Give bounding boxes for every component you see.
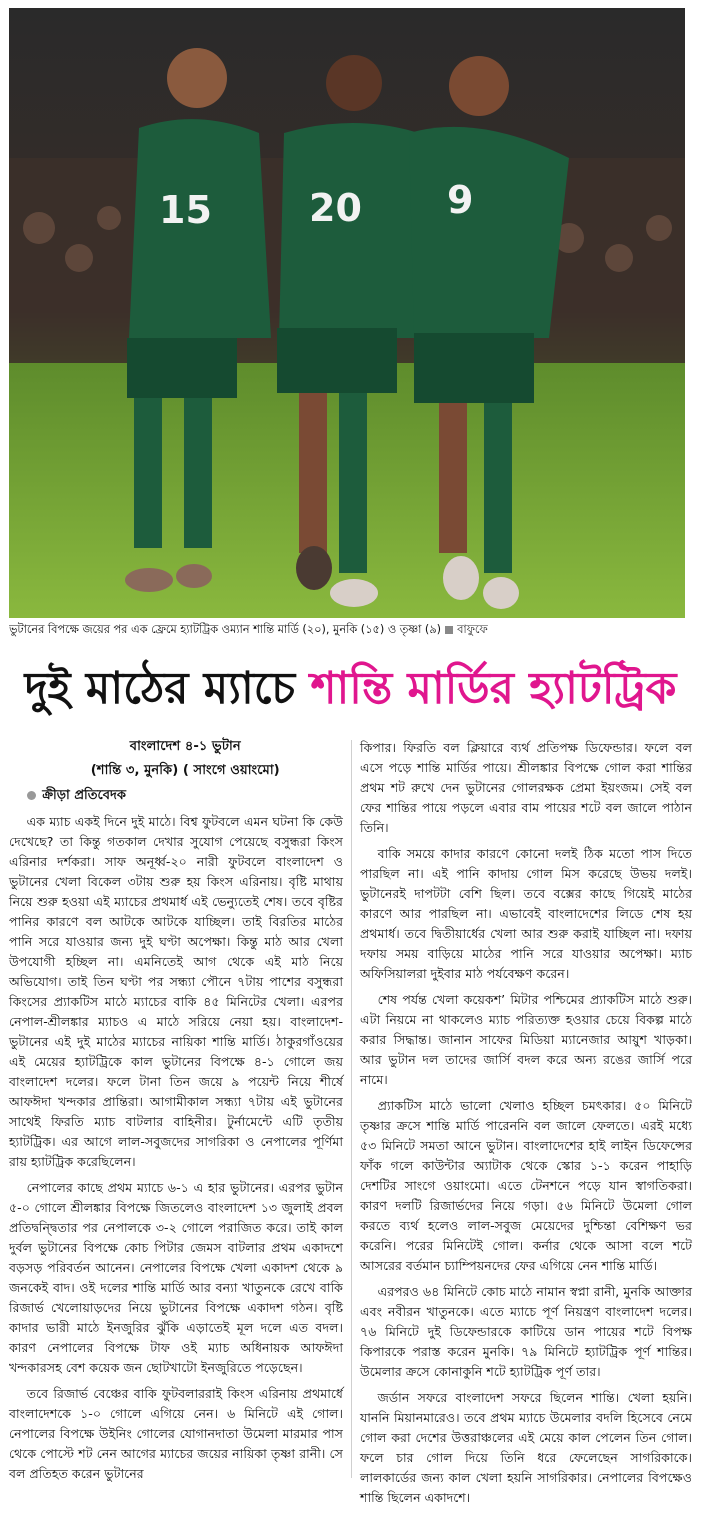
- column-divider: [351, 740, 352, 1478]
- paragraph: তবে রিজার্ভ বেঞ্চের বাকি ফুটবলাররাই কিংস এরিনায় প্রথমার্ধে বাংলাদেশকে ১-০ গোলে এগিয়ে নেন। ৬ মিনিটে এই গোল। নেপালের বিপক্ষে উইনিং গোলের যোগানদাতা উমেলা মারমার পাস থেকে পোস্টে শট নেন আগের ম্যাচের জয়ের নায়িকা তৃষ্ণা রানী। সে বল প্রতিহত করেন ভুটানের: [9, 1386, 343, 1481]
- paragraph: জর্ডান সফরে বাংলাদেশ সফরে ছিলেন শান্তি। খেলা হয়নি। যাননি মিয়ানমারেও। তবে প্রথম ম্যাচে উমেলার বদলি হিসেবে নেমে গোল করা দেশের উত্তরাঞ্চলের এই মেয়ে কাল পেলেন তিন গোল। ফলে চার গোল দিয়ে তিনি ধরে ফেলেছেন সাগরিকাকে। লালকার্ডের জন্য কাল খেলা হয়নি সাগরিকার। নেপালের বিপক্ষেও শান্তি ছিলেন একাদশে।: [360, 1390, 692, 1505]
- article-column-right: [360, 738, 692, 1514]
- svg-text:9: 9: [447, 178, 474, 222]
- square-icon: [445, 626, 453, 634]
- paragraph: এক ম্যাচ একই দিনে দুই মাঠে। বিশ্ব ফুটবলে এমন ঘটনা কি কেউ দেখেছে? তা কিন্তু গতকাল দেখার সুযোগ পেয়েছে বসুন্ধরা কিংস এরিনার দর্শকরা। সাফ অনূর্ধ্ব-২০ নারী ফুটবলে বাংলাদেশ ও ভুটানের খেলা বিকেল ৩টায় শুরু হয় কিংস এরিনায়। বৃষ্টি মাথায় নিয়ে শুরু হওয়া এই ম্যাচের প্রথমার্ধ এই ভেন্যুতেই শেষ। তবে বৃষ্টির পানির কারণে বল আটকে আটকে যাচ্ছিল। তাই বিরতির মাঠের পানি সরে যাওয়ার জন্য দুই ঘণ্টা অপেক্ষা। কিন্তু মাঠ আর খেলা উপযোগী হচ্ছিল না। এমনিতেই আগ থেকে এই মাঠ নিয়ে অভিযোগ। তাই তিন ঘণ্টা পর সন্ধ্যা পৌনে ৭টায় পাশের বসুন্ধরা কিংসের প্র্যাকটিস মাঠে ম্যাচের বাকি ৪৫ মিনিটের খেলা। এরপর নেপাল-শ্রীলঙ্কার ম্যাচও এ মাঠে সরিয়ে নেয়া হয়। বাংলাদেশ-ভুটানের এই দুই মাঠের ম্যাচের নায়িকা শান্তি মার্ডি। ঠাকুরগাঁওয়ের এই মেয়ের হ্যাটট্রিকে কাল ভুটানের বিপক্ষে ৪-১ গোলে জয় বাংলাদেশ দলের। ফলে টানা তিন জয়ে ৯ পয়েন্ট নিয়ে শীর্ষে আফঈদা খন্দকার প্রান্তিরা। আগামীকাল সন্ধ্যা ৭টায় এই ভুটানের সাথেই ফিরতি ম্যাচ বাটলার বাহিনীর। টুর্নামেন্টে এটি তৃতীয় হ্যাটট্রিক। এর আগে লাল-সবুজদের সাগরিকা ও নেপালের পূর্ণিমা রায় হ্যাটট্রিক করেছিলেন।: [9, 814, 343, 1169]
- photo-caption: [9, 622, 693, 638]
- svg-text:15: 15: [159, 188, 212, 232]
- photo-credit: বাফুফে: [457, 623, 488, 636]
- scorers-line: (শান্তি ৩, মুনকি) ( সাংগে ওয়াংমো): [90, 763, 280, 778]
- article-column-left: [9, 738, 343, 1490]
- paragraph: শেষ পর্যন্ত খেলা কয়েকশ’ মিটার পশ্চিমের প্র্যাকটিস মাঠে শুরু। এটা নিয়মে না থাকলেও ম্যাচ পরিত্যক্ত হওয়ার চেয়ে বিকল্প মাঠে করার সিদ্ধান্ত। জানান সাফের মিডিয়া ম্যানেজার আয়ুশ খাড়কা। আর ভুটান দল তাদের জার্সি বদল করে অন্য রঙের জার্সি পরে নামে।: [360, 992, 692, 1087]
- headline-part-1: দুই মাঠের ম্যাচে: [24, 663, 296, 714]
- score-line: বাংলাদেশ ৪-১ ভুটান: [129, 739, 241, 754]
- match-photo: [9, 8, 685, 618]
- byline-text: ক্রীড়া প্রতিবেদক: [42, 788, 126, 803]
- paragraph: প্র্যাকটিস মাঠে ভালো খেলাও হচ্ছিল চমৎকার। ৫০ মিনিটে তৃষ্ণার ক্রসে শান্তি মার্ডি পারেননি বল জালে ফেলতে। এরই মধ্যে ৫৩ মিনিটে সমতা আনে ভুটান। বাংলাদেশের হাই লাইন ডিফেন্সের ফাঁক গলে কাউন্টার অ্যাটাক থেকে স্কোর ১-১ করেন পাহাড়ি দেশটির সাংগে ওয়াংমো। এতে টেনশনে পড়ে যান স্বাগতিকরা। কারণ দলটি রিজার্ভদের নিয়ে গড়া। ৫৬ মিনিটে উমেলা গোল করতে ব্যর্থ হলেও লাল-সবুজ মেয়েদের দুশ্চিন্তা বেশিক্ষণ ভর করেনি। পরের মিনিটেই গোল। কর্নার থেকে আসা বলে শটে আসরের বর্তমান চ্যাম্পিয়নদের ফের এগিয়ে নেন শান্তি মার্ডি।: [360, 1098, 692, 1273]
- players-celebration-image: [9, 8, 685, 618]
- headline-part-2: শান্তি মার্ডির হ্যাটট্রিক: [310, 663, 677, 714]
- caption-text: ভুটানের বিপক্ষে জয়ের পর এক ফ্রেমে হ্যাটট্রিক ওম্যান শান্তি মার্ডি (২০), মুনকি (১৫) ও তৃষ্ণা (৯): [9, 623, 442, 636]
- bullet-icon: [27, 791, 36, 800]
- paragraph: বাকি সময়ে কাদার কারণে কোনো দলই ঠিক মতো পাস দিতে পারছিল না। এই পানি কাদায় গোল মিস করেছে উভয় দলই। ভুটানেরই দাপটটা বেশি ছিল। তবে বক্সের কাছে গিয়েই মাঠের কারণে আর পারছিল না। এভাবেই বাংলাদেশের লিডে শেষ হয় প্রথমার্ধ। তবে দ্বিতীয়ার্ধের খেলা আর শুরু করাই যাচ্ছিল না। দফায় দফায় সময় বাড়িয়ে মাঠের পানি সরে যাওয়ার অপেক্ষা। ম্যাচ অফিসিয়ালরা দুইবার মাঠ পর্যবেক্ষণ করেন।: [360, 846, 692, 981]
- byline: [9, 786, 343, 806]
- paragraph: কিপার। ফিরতি বল ক্লিয়ারে ব্যর্থ প্রতিপক্ষ ডিফেন্ডার। ফলে বল এসে পড়ে শান্তি মার্ডির পায়ে। শ্রীলঙ্কার বিপক্ষে গোল করা শান্তির প্রথম শট রুখে দেন ভুটানের গোলরক্ষক প্রেমা ইয়ংজম। সেই বল ফের শান্তির পায়ে পড়লে এবার বাম পায়ের শটে বল জালে পাঠান তিনি।: [360, 740, 692, 835]
- paragraph: নেপালের কাছে প্রথম ম্যাচে ৬-১ এ হার ভুটানের। এরপর ভুটান ৫-০ গোলে শ্রীলঙ্কার বিপক্ষে জিতলেও বাংলাদেশ ১৩ জুলাই প্রবল প্রতিদ্বন্দ্বিতার পর নেপালকে ৩-২ গোলে পরাজিত করে। তাই কাল দুর্বল ভুটানের বিপক্ষে কোচ পিটার জেমস বাটলার প্রথম একাদশে বড়সড় পরিবর্তন আনেন। নেপালের বিপক্ষে খেলা একাদশ থেকে ৯ জনকেই বাদ। ওই দলের শান্তি মার্ডি আর বন্যা খাতুনকে রেখে বাকি রিজার্ভ খেলোয়াড়দের নিয়ে ভুটানের বিপক্ষে একাদশ গঠন। বৃষ্টি কাদার ভারী মাঠে ইনজুরির ঝুঁকি এড়াতেই মূল দলে এত বদল। কারণ নেপালের বিপক্ষে টাফ ওই ম্যাচ অধিনায়ক আফঈদা খন্দকারসহ বেশ কয়েক জন ছোটখাটো ইনজুরিতে পড়েছেন।: [9, 1180, 343, 1375]
- headline: [0, 654, 701, 724]
- svg-text:20: 20: [309, 186, 362, 230]
- paragraph: এরপরও ৬৪ মিনিটে কোচ মাঠে নামান স্বপ্না রানী, মুনকি আক্তার এবং নবীরন খাতুনকে। এতে ম্যাচে পূর্ণ নিয়ন্ত্রণ বাংলাদেশ দলের। ৭৬ মিনিটে দুই ডিফেন্ডারকে কাটিয়ে ডান পায়ের শটে বিপক্ষ কিপারকে পরাস্ত করেন মুনকি। ৭৯ মিনিটে হ্যাটট্রিক পূর্ণ শান্তির। উমেলার ক্রসে কোনাকুনি শটে হ্যাটট্রিক পূর্ণ তার।: [360, 1284, 692, 1379]
